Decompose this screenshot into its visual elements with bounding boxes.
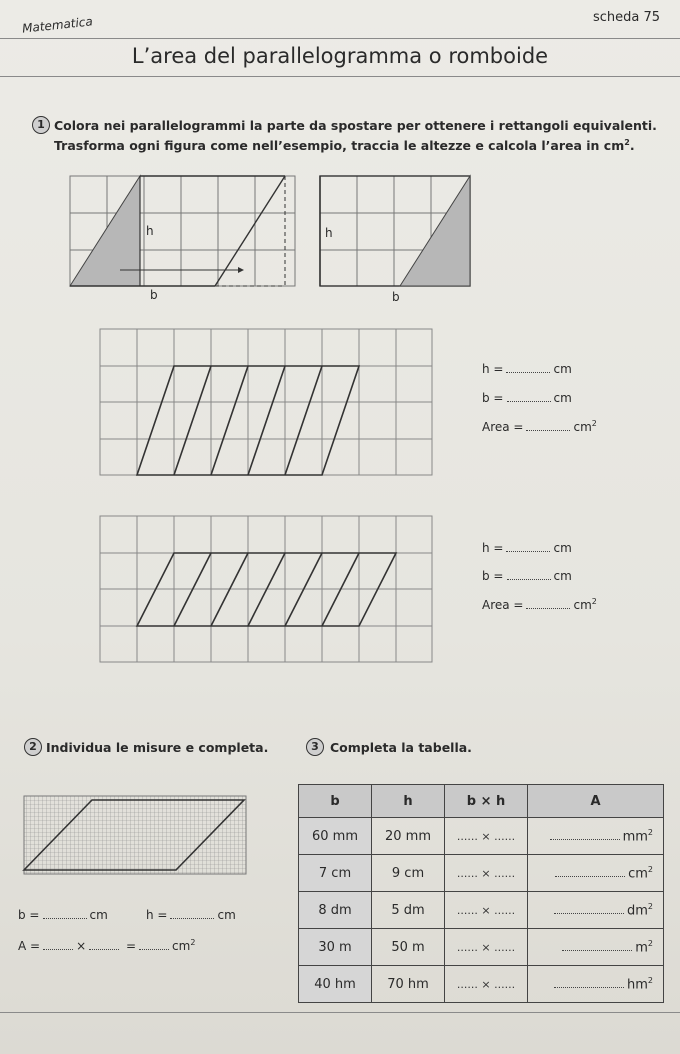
cell-h: 70 hm [372, 966, 445, 1003]
figure-1-h-label: h = [482, 362, 504, 376]
table-row [299, 929, 664, 966]
cell-area-unit: cm [628, 866, 648, 882]
figure-1-grid [96, 325, 436, 480]
figure-2-h [482, 541, 572, 555]
figure-2-b-unit: cm [553, 569, 572, 583]
exercise-2-equals: = [125, 939, 137, 953]
line2-suffix: . [629, 138, 635, 154]
exercise-2-figure [22, 792, 248, 876]
cell-area-unit: dm [626, 903, 648, 919]
exercise-2-a-blank-2[interactable] [89, 949, 119, 950]
figure-2-b [482, 569, 572, 583]
cell-bxh[interactable]: ...... × ...... [445, 929, 528, 966]
cell-area-sup: 2 [647, 975, 653, 985]
figure-2-h-blank[interactable] [506, 551, 550, 552]
cell-h: 20 mm [372, 818, 445, 855]
area-blank[interactable] [562, 950, 632, 951]
exercise-2-badge: 2 [24, 738, 42, 756]
area-blank[interactable] [555, 876, 625, 877]
cell-area[interactable] [528, 818, 664, 855]
exercise-2-area-sup: 2 [190, 938, 196, 947]
cell-area-sup: 2 [647, 901, 653, 911]
exercise-2-area [18, 938, 195, 953]
figure-2-area-unit: cm [573, 598, 592, 612]
table-row [299, 892, 664, 929]
exercise-2-a-blank-1[interactable] [43, 949, 73, 950]
cell-b: 40 hm [299, 966, 372, 1003]
cell-area-sup: 2 [647, 827, 653, 837]
figure-2-area-blank[interactable] [526, 608, 570, 609]
cell-area[interactable] [528, 892, 664, 929]
exercise-2-b [18, 908, 108, 922]
title-rule [0, 76, 680, 77]
example-h-right: h [325, 226, 333, 240]
header-a: A [528, 785, 664, 818]
exercise-2-area-unit: cm [172, 939, 191, 953]
figure-2-area-sup: 2 [591, 597, 597, 606]
line2-sup: 2 [624, 138, 630, 147]
figure-1-h [482, 362, 572, 376]
cell-area-sup: 2 [647, 938, 653, 948]
cell-h: 9 cm [372, 855, 445, 892]
cell-bxh[interactable]: ...... × ...... [445, 855, 528, 892]
figure-1-h-unit: cm [553, 362, 572, 376]
cell-bxh[interactable]: ...... × ...... [445, 818, 528, 855]
table-row [299, 855, 664, 892]
exercise-2-a-label: A = [18, 939, 41, 953]
area-blank[interactable] [550, 839, 620, 840]
figure-1-area-label: Area = [482, 420, 524, 434]
cell-h: 5 dm [372, 892, 445, 929]
header-h: h [372, 785, 445, 818]
exercise-2-h-label: h = [146, 908, 168, 922]
example-b-left: b [150, 288, 158, 302]
example-h-left: h [146, 224, 154, 238]
exercise-2-h-blank[interactable] [170, 918, 214, 919]
cell-bxh[interactable]: ...... × ...... [445, 892, 528, 929]
figure-1-b [482, 391, 572, 405]
cell-area-unit: m [635, 940, 648, 956]
exercise-3-table [298, 784, 664, 1003]
header-b: b [299, 785, 372, 818]
figure-2-area [482, 597, 597, 612]
line2-prefix: Trasforma ogni figura come nell’esempio, traccia le altezze e calcola l’area in cm [54, 138, 625, 154]
exercise-1-line2 [54, 138, 635, 153]
exercise-1-badge: 1 [32, 116, 50, 134]
cell-b: 30 m [299, 929, 372, 966]
cell-area[interactable] [528, 855, 664, 892]
figure-2-b-label: b = [482, 569, 504, 583]
figure-1-area-unit: cm [573, 420, 592, 434]
figure-2-b-blank[interactable] [507, 579, 551, 580]
page-title: L’area del parallelogramma o romboide [131, 44, 549, 68]
table-header-row [299, 785, 664, 818]
figure-2-grid [96, 512, 436, 667]
bottom-rule [0, 1012, 680, 1013]
figure-1-area-blank[interactable] [526, 430, 570, 431]
figure-1-b-label: b = [482, 391, 504, 405]
top-rule [0, 38, 680, 39]
area-blank[interactable] [554, 987, 624, 988]
figure-2-h-label: h = [482, 541, 504, 555]
figure-1-h-blank[interactable] [506, 372, 550, 373]
header-bxh: b × h [445, 785, 528, 818]
area-blank[interactable] [554, 913, 624, 914]
exercise-2-b-unit: cm [89, 908, 108, 922]
exercise-2-h [146, 908, 236, 922]
cell-bxh[interactable]: ...... × ...... [445, 966, 528, 1003]
sheet-number: scheda 75 [593, 10, 661, 25]
figure-2-h-unit: cm [553, 541, 572, 555]
cell-area[interactable] [528, 929, 664, 966]
cell-area-unit: mm [622, 829, 648, 845]
figure-1-b-unit: cm [553, 391, 572, 405]
figure-2-area-label: Area = [482, 598, 524, 612]
example-figures [60, 170, 480, 310]
example-b-right: b [392, 290, 400, 304]
figure-1-area-sup: 2 [591, 419, 597, 428]
exercise-3-badge: 3 [306, 738, 324, 756]
cell-h: 50 m [372, 929, 445, 966]
figure-1-b-blank[interactable] [507, 401, 551, 402]
exercise-1-line1: Colora nei parallelogrammi la parte da spostare per ottenere i rettangoli equivalenti. [54, 118, 657, 133]
exercise-2-text: Individua le misure e completa. [46, 740, 269, 755]
exercise-2-b-label: b = [18, 908, 40, 922]
table-row [299, 818, 664, 855]
exercise-2-times: × [76, 939, 87, 953]
exercise-2-h-unit: cm [217, 908, 236, 922]
cell-b: 60 mm [299, 818, 372, 855]
figure-1-area [482, 419, 597, 434]
table-row [299, 966, 664, 1003]
cell-b: 7 cm [299, 855, 372, 892]
cell-area[interactable] [528, 966, 664, 1003]
cell-area-unit: hm [627, 977, 648, 993]
subject-label: Matematica [21, 14, 94, 36]
exercise-2-b-blank[interactable] [43, 918, 87, 919]
cell-area-sup: 2 [647, 864, 653, 874]
cell-b: 8 dm [299, 892, 372, 929]
exercise-3-text: Completa la tabella. [330, 740, 472, 755]
exercise-2-a-blank-3[interactable] [139, 949, 169, 950]
